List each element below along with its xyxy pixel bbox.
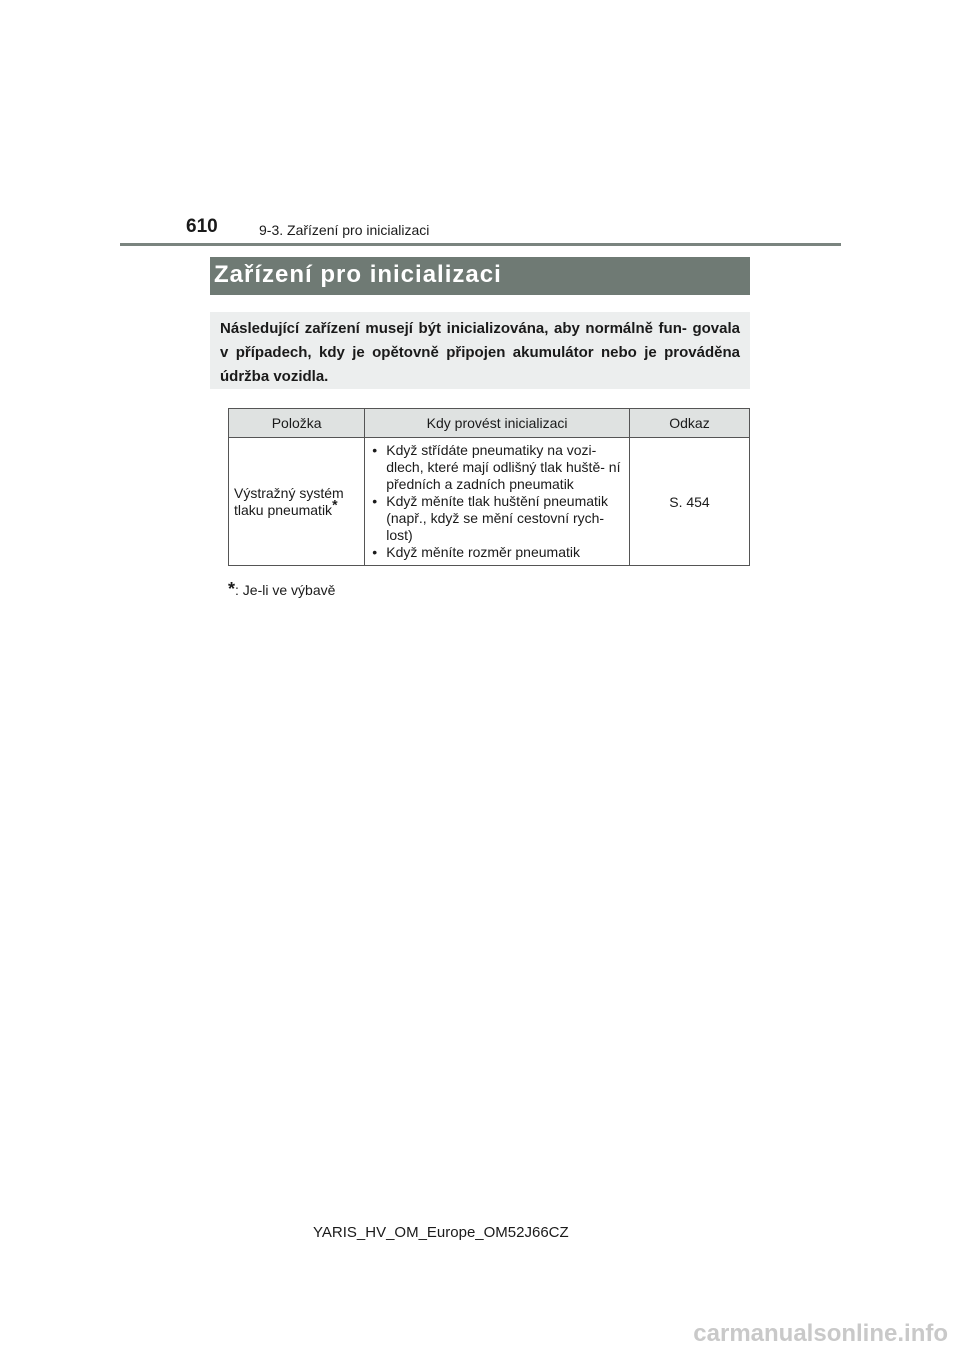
when-list — [370, 442, 624, 561]
ref-cell: S. 454 — [629, 438, 749, 566]
header-item: Položka — [229, 409, 365, 438]
intro-text: Následující zařízení musejí být inicializována, aby normálně fun- govala v případech, kdy je opětovně připojen akumulátor nebo je prováděna údržba vozidla. — [220, 320, 740, 385]
item-cell — [229, 438, 365, 566]
list-item-text: Když měníte tlak huštění pneumatik (např., když se mění cestovní rych- lost) — [386, 493, 609, 543]
footnote — [228, 579, 335, 600]
initialization-table — [228, 408, 750, 566]
item-label: Výstražný systém tlaku pneumatik — [234, 484, 344, 518]
intro-box — [210, 312, 750, 389]
list-item — [370, 442, 624, 493]
list-item — [370, 493, 624, 544]
item-footnote-mark: * — [332, 495, 338, 512]
document-code: YARIS_HV_OM_Europe_OM52J66CZ — [313, 1224, 569, 1241]
list-item-text: Když měníte rozměr pneumatik — [386, 544, 580, 560]
table-header-row — [229, 409, 750, 438]
page-number: 610 — [186, 216, 218, 237]
footnote-mark: * — [228, 579, 236, 599]
list-item-text: Když střídáte pneumatiky na vozi- dlech, které mají odlišný tlak huště- ní předních a zadních pneumatik — [386, 442, 621, 492]
table-row — [229, 438, 750, 566]
header-ref: Odkaz — [629, 409, 749, 438]
bullet: • — [372, 493, 378, 509]
section-reference: 9-3. Zařízení pro inicializaci — [259, 222, 430, 238]
when-cell — [365, 438, 630, 566]
title-banner — [210, 257, 750, 295]
list-item — [370, 544, 624, 561]
bullet: • — [372, 442, 378, 458]
page-title: Zařízení pro inicializaci — [214, 261, 502, 288]
watermark: carmanualsonline.info — [693, 1320, 948, 1347]
bullet: • — [372, 544, 378, 560]
header-rule — [120, 243, 841, 246]
header-when: Kdy provést inicializaci — [365, 409, 630, 438]
footnote-text: : Je-li ve výbavě — [235, 582, 336, 598]
